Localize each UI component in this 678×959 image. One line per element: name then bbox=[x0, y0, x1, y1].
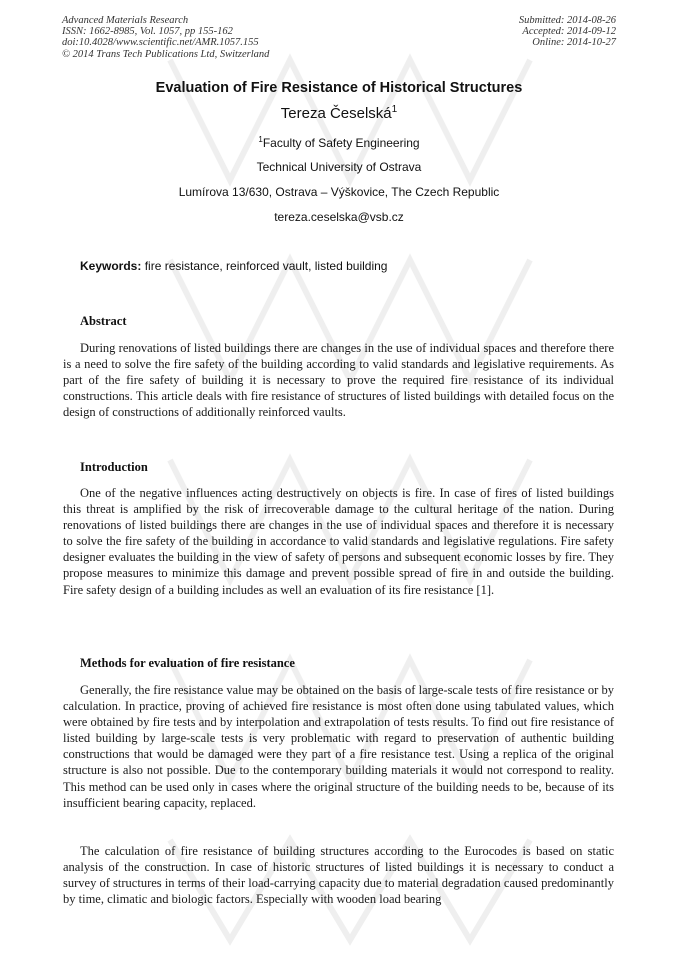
introduction-heading: Introduction bbox=[80, 460, 148, 474]
journal-doi: doi:10.4028/www.scientific.net/AMR.1057.155 bbox=[62, 37, 259, 49]
submitted-date: Submitted: 2014-08-26 bbox=[518, 15, 616, 26]
methods-paragraph-1: Generally, the fire resistance value may be obtained on the basis of large-scale tests of fire resistance or by calculation. In practice, proving of achieved fire resistance is most often done using tabulated values, which were obtained by fire tests and by interpolation and extrapolation of tests results. To find out fire resistance of listed building by large-scale tests is very problematic with regard to preservation of authentic building constructions that would be damaged were they part of a fire resistance test. Using a replica of the original structure is also not possible. Due to the contemporary building materials it would not correspond to reality. This method can be used only in cases where the original structure of the building needs to be, because of its insufficient bearing capacity, replaced. bbox=[63, 683, 614, 810]
accepted-date: Accepted: 2014-09-12 bbox=[522, 26, 616, 38]
author-email: tereza.ceselska@vsb.cz bbox=[274, 210, 404, 224]
affiliation-faculty bbox=[0, 135, 678, 150]
author-name: Tereza Česelská bbox=[280, 105, 392, 122]
author-sup: 1 bbox=[391, 104, 398, 115]
keywords bbox=[80, 259, 387, 273]
introduction-paragraph: One of the negative influences acting destructively on objects is fire. In case of fires of listed buildings this threat is amplified by the risk of irrecoverable damage to the cultural heritage of the nation. During renovations of listed buildings there are changes in the use of individual spaces and therefore it is necessary to solve the fire safety of the building in accordance to valid standards and legislative regulations. Fire safety designer evaluates the building in the view of safety of persons and subsequent economic losses by fire. They propose measures to minimize this damage and prevent possible spread of fire in and outside the building. Fire safety design of a building includes as well an evaluation of its fire resistance [1]. bbox=[63, 486, 614, 597]
abstract-heading: Abstract bbox=[80, 314, 127, 328]
paper-title: Evaluation of Fire Resistance of Historical Structures bbox=[155, 80, 523, 96]
abstract-paragraph: During renovations of listed buildings there are changes in the use of individual spaces and therefore there is a need to solve the fire safety of the building according to valid standards and legislative requirements. As part of the fire safety of building it is necessary to prove the required fire resistance of its individual constructions. This article deals with fire resistance of structures of listed buildings with detailed focus on the design of constructions of additionally reinforced vaults. bbox=[63, 341, 614, 420]
affiliation-address: Lumírova 13/630, Ostrava – Výškovice, The Czech Republic bbox=[178, 185, 500, 199]
journal-info bbox=[62, 15, 269, 60]
methods-paragraph-2: The calculation of fire resistance of building structures according to the Eurocodes is based on static analysis of the construction. In case of historic structures of listed buildings it is necessary to conduct a survey of structures in terms of their load-carrying capacity due to material degradation caused predominantly by time, climatic and biologic factors. Especially with wooden load bearing bbox=[63, 844, 614, 907]
methods-heading: Methods for evaluation of fire resistance bbox=[80, 656, 295, 670]
faculty-name: Faculty of Safety Engineering bbox=[262, 136, 420, 150]
journal-copyright: © 2014 Trans Tech Publications Ltd, Switzerland bbox=[62, 48, 270, 60]
author-line bbox=[0, 104, 678, 122]
affiliation-university: Technical University of Ostrava bbox=[256, 160, 422, 174]
keywords-text: fire resistance, reinforced vault, listed building bbox=[141, 259, 388, 273]
journal-issn: ISSN: 1662-8985, Vol. 1057, pp 155-162 bbox=[62, 26, 233, 38]
journal-name: Advanced Materials Research bbox=[62, 15, 189, 26]
online-date: Online: 2014-10-27 bbox=[532, 37, 616, 49]
keywords-label: Keywords: bbox=[80, 259, 142, 273]
affiliation-sup: 1 bbox=[258, 135, 263, 144]
submission-dates bbox=[519, 15, 616, 49]
